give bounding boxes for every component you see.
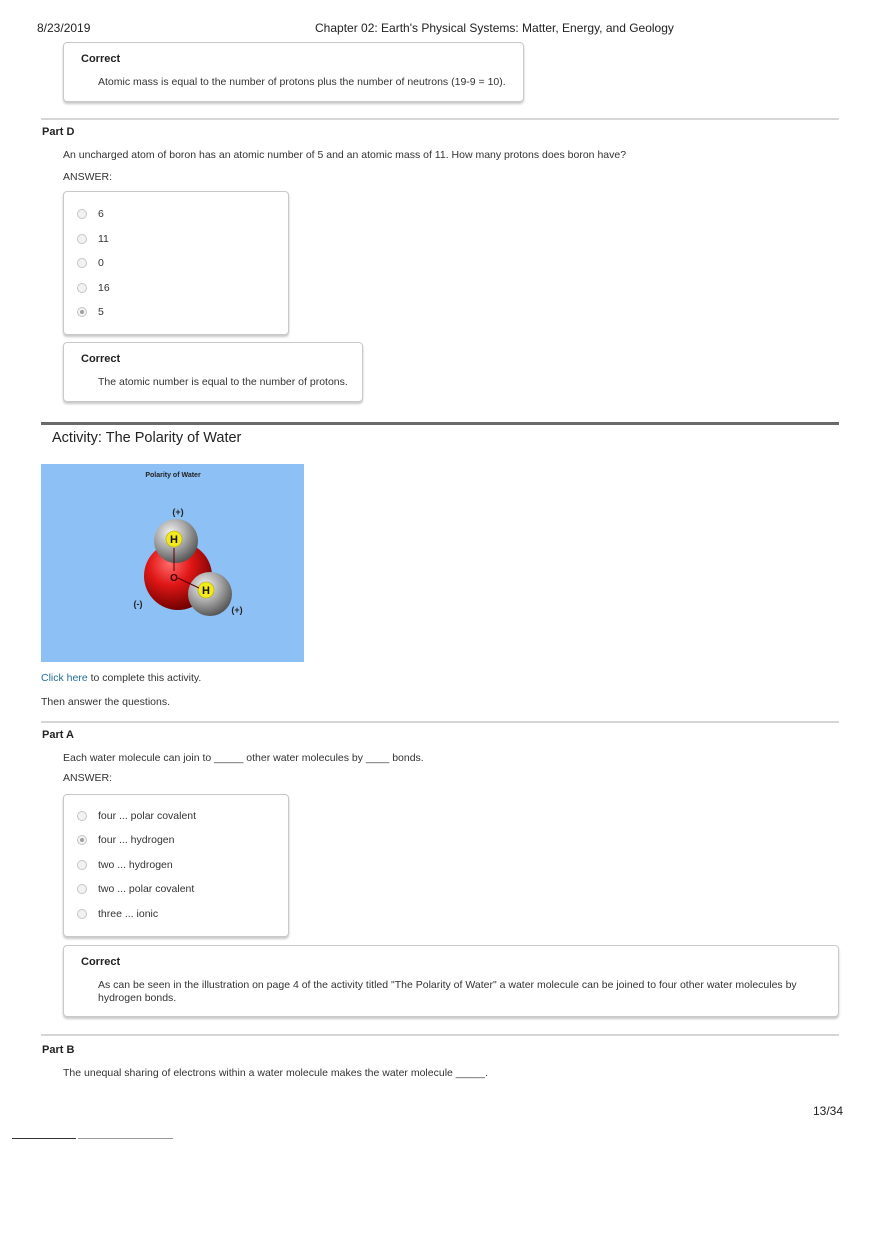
option-label: 0 xyxy=(98,257,104,269)
cut-off-line xyxy=(78,1138,173,1139)
feedback-title: Correct xyxy=(81,956,121,968)
hydrogen-label: H xyxy=(170,534,178,546)
answer-option[interactable] xyxy=(77,882,194,896)
section-divider xyxy=(41,721,839,723)
answer-option-selected[interactable] xyxy=(77,305,104,319)
part-d-answer-label: ANSWER: xyxy=(63,171,113,183)
activity-instructions: Then answer the questions. xyxy=(41,696,170,708)
part-a-options-box xyxy=(63,794,289,937)
section-divider xyxy=(41,1034,839,1036)
option-label: two ... polar covalent xyxy=(98,883,195,895)
option-label: three ... ionic xyxy=(98,908,159,920)
radio-button[interactable] xyxy=(77,811,87,821)
option-label: 5 xyxy=(98,306,104,318)
radio-button[interactable] xyxy=(77,258,87,268)
oxygen-label: O xyxy=(170,573,178,584)
page-number: 13/34 xyxy=(813,1104,844,1118)
polarity-of-water-image xyxy=(41,464,304,662)
answer-option[interactable] xyxy=(77,858,173,872)
answer-option[interactable] xyxy=(77,281,110,295)
section-divider xyxy=(41,118,839,120)
page-header-title: Chapter 02: Earth's Physical Systems: Matter, Energy, and Geology xyxy=(315,21,674,35)
answer-option[interactable] xyxy=(77,207,104,221)
click-here-link[interactable]: Click here xyxy=(41,672,88,684)
option-label: 16 xyxy=(98,282,110,294)
radio-button[interactable] xyxy=(77,860,87,870)
positive-charge-label: (+) xyxy=(172,507,184,517)
answer-option[interactable] xyxy=(77,907,158,921)
answer-option[interactable] xyxy=(77,809,196,823)
option-label: two ... hydrogen xyxy=(98,859,173,871)
feedback-text: The atomic number is equal to the number of protons. xyxy=(98,376,348,388)
radio-button[interactable] xyxy=(77,909,87,919)
feedback-title: Correct xyxy=(81,353,121,365)
activity-link-suffix: to complete this activity. xyxy=(87,672,202,684)
hydrogen-label: H xyxy=(202,585,210,597)
image-caption: Polarity of Water xyxy=(145,472,201,479)
part-d-question: An uncharged atom of boron has an atomic number of 5 and an atomic mass of 11. How many protons does boron have? xyxy=(63,149,627,161)
radio-button[interactable] xyxy=(77,234,87,244)
water-molecule-diagram xyxy=(41,464,304,662)
part-a-feedback-box xyxy=(63,945,839,1017)
print-date: 8/23/2019 xyxy=(37,21,91,35)
part-d-label: Part D xyxy=(42,126,75,138)
feedback-text-line-2: hydrogen bonds. xyxy=(98,992,177,1004)
part-b-question: The unequal sharing of electrons within a water molecule makes the water molecule _____. xyxy=(63,1067,488,1079)
feedback-text-line-1: As can be seen in the illustration on page 4 of the activity titled "The Polarity of Water" a water molecule can be joined to four other water molecules by xyxy=(98,979,797,991)
feedback-text: Atomic mass is equal to the number of protons plus the number of neutrons (19-9 = 10). xyxy=(98,76,506,88)
option-label: four ... hydrogen xyxy=(98,834,175,846)
activity-title: Activity: The Polarity of Water xyxy=(52,430,242,446)
part-a-answer-label: ANSWER: xyxy=(63,772,113,784)
radio-button[interactable] xyxy=(77,209,87,219)
part-d-options-box xyxy=(63,191,289,335)
answer-option-selected[interactable] xyxy=(77,833,174,847)
activity-link-line xyxy=(41,672,201,684)
option-label: four ... polar covalent xyxy=(98,810,197,822)
radio-button-selected[interactable] xyxy=(77,307,87,317)
part-a-label: Part A xyxy=(42,729,74,741)
radio-button[interactable] xyxy=(77,283,87,293)
option-label: 11 xyxy=(98,233,109,245)
part-b-label: Part B xyxy=(42,1044,75,1056)
activity-divider xyxy=(41,422,839,425)
radio-button[interactable] xyxy=(77,884,87,894)
feedback-title: Correct xyxy=(81,53,121,65)
negative-charge-label: (-) xyxy=(133,599,143,609)
answer-option[interactable] xyxy=(77,232,109,246)
positive-charge-label: (+) xyxy=(231,605,243,615)
cut-off-line xyxy=(12,1138,76,1139)
radio-button-selected[interactable] xyxy=(77,835,87,845)
prev-feedback-box xyxy=(63,42,524,102)
option-label: 6 xyxy=(98,208,104,220)
part-d-feedback-box xyxy=(63,342,363,402)
part-a-question: Each water molecule can join to _____ other water molecules by ____ bonds. xyxy=(63,752,424,764)
answer-option[interactable] xyxy=(77,256,104,270)
